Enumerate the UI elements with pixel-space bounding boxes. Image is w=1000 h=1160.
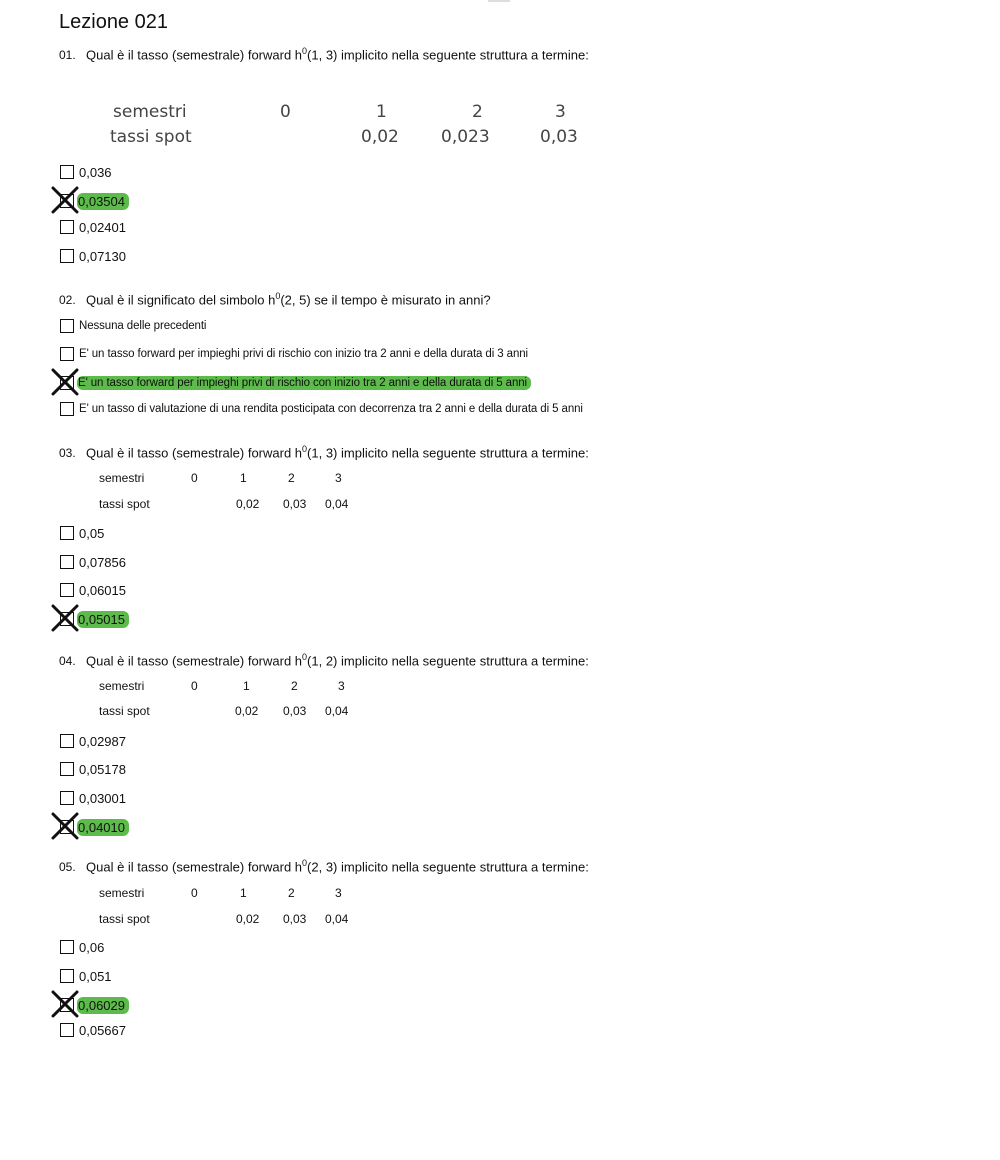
- checkbox[interactable]: [60, 791, 74, 805]
- answer-option[interactable]: [60, 788, 128, 808]
- question-4-text: 04. Qual è il tasso (semestrale) forward $h^0(1$, 2) implicito nella seguente struttura a termine:: [59, 652, 589, 669]
- checkbox[interactable]: [60, 583, 74, 597]
- option-label: 0,04010: [77, 819, 129, 836]
- option-label: E' un tasso forward per impieghi privi di rischio con inizio tra 2 anni e della durata di 3 anni: [79, 348, 529, 360]
- cross-mark-icon: [51, 186, 79, 214]
- answer-option[interactable]: [60, 995, 129, 1015]
- answer-option[interactable]: [60, 937, 106, 957]
- answer-option[interactable]: [60, 580, 128, 600]
- option-label: E' un tasso di valutazione di una rendita posticipata con decorrenza tra 2 anni e della durata di 5 anni: [79, 403, 583, 415]
- table-cell: 0: [280, 102, 291, 122]
- table-cell: 2: [288, 471, 295, 485]
- option-label: 0,05015: [77, 611, 129, 628]
- table-cell: tassi spot: [99, 704, 150, 718]
- answer-option[interactable]: [60, 759, 128, 779]
- table-cell: 1: [376, 102, 387, 122]
- answer-option[interactable]: [60, 316, 208, 336]
- answer-option[interactable]: [60, 246, 128, 266]
- checkbox[interactable]: [60, 526, 74, 540]
- table-cell: 3: [338, 679, 345, 693]
- table-cell: 0: [191, 679, 198, 693]
- option-label: 0,051: [79, 968, 112, 984]
- table-cell: 0,03: [283, 912, 307, 926]
- checkbox[interactable]: [60, 762, 74, 776]
- answer-option[interactable]: [60, 523, 106, 543]
- answer-option[interactable]: [60, 817, 129, 837]
- table-cell: 0,03: [283, 497, 307, 511]
- table-cell: semestri: [99, 679, 145, 693]
- table-cell: 1: [240, 886, 247, 900]
- table-cell: 0,02: [235, 704, 259, 718]
- checkbox[interactable]: [60, 376, 74, 390]
- option-label: 0,07130: [79, 248, 126, 264]
- question-number: 02.: [59, 293, 76, 308]
- checkbox[interactable]: [60, 734, 74, 748]
- checkbox[interactable]: [60, 998, 74, 1012]
- answer-option[interactable]: [60, 399, 585, 419]
- option-label: E' un tasso forward per impieghi privi di rischio con inizio tra 2 anni e della durata di 5 anni: [77, 376, 531, 390]
- table-cell: semestri: [99, 886, 145, 900]
- header-mark: [488, 0, 510, 2]
- option-label: 0,02401: [79, 219, 126, 235]
- table-cell: 0,02: [236, 912, 260, 926]
- checkbox[interactable]: [60, 820, 74, 834]
- option-label: 0,02987: [79, 733, 126, 749]
- checkbox[interactable]: [60, 165, 74, 179]
- table-cell: 3: [335, 886, 342, 900]
- checkbox[interactable]: [60, 402, 74, 416]
- question-3-text: 03. Qual è il tasso (semestrale) forward $h^0(1$, 3) implicito nella seguente struttura a termine:: [59, 444, 589, 461]
- table-cell: 0,04: [325, 912, 349, 926]
- option-label: 0,06029: [77, 997, 129, 1014]
- answer-option[interactable]: [60, 966, 114, 986]
- checkbox[interactable]: [60, 347, 74, 361]
- answer-option[interactable]: [60, 373, 531, 393]
- checkbox[interactable]: [60, 940, 74, 954]
- checkbox[interactable]: [60, 969, 74, 983]
- table-cell: 2: [472, 102, 483, 122]
- table-cell: 0: [191, 886, 198, 900]
- answer-option[interactable]: [60, 162, 114, 182]
- checkbox[interactable]: [60, 194, 74, 208]
- question-2-text: 02. Qual è il significato del simbolo $h^0(2$, 5) se il tempo è misurato in anni?: [59, 291, 491, 308]
- table-cell: 0: [191, 471, 198, 485]
- checkbox[interactable]: [60, 1023, 74, 1037]
- table-cell: 0,04: [325, 497, 349, 511]
- answer-option[interactable]: [60, 552, 128, 572]
- cross-mark-icon: [51, 812, 79, 840]
- table-cell: 0,023: [441, 127, 490, 147]
- option-label: 0,07856: [79, 554, 126, 570]
- option-label: 0,06: [79, 939, 105, 955]
- table-cell: 0,04: [325, 704, 349, 718]
- checkbox[interactable]: [60, 319, 74, 333]
- table-cell: semestri: [99, 471, 145, 485]
- cross-mark-icon: [51, 990, 79, 1018]
- table-cell: tassi spot: [110, 127, 192, 147]
- option-label: 0,03001: [79, 790, 126, 806]
- table-cell: 0,02: [361, 127, 399, 147]
- answer-option[interactable]: [60, 217, 128, 237]
- checkbox[interactable]: [60, 612, 74, 626]
- page-title: Lezione 021: [59, 11, 168, 33]
- checkbox[interactable]: [60, 220, 74, 234]
- table-cell: 0,02: [236, 497, 260, 511]
- question-1-text: 01. Qual è il tasso (semestrale) forward $h^0(1$, 3) implicito nella seguente struttura a termine:: [59, 46, 589, 63]
- checkbox[interactable]: [60, 249, 74, 263]
- answer-option[interactable]: [60, 191, 129, 211]
- table-cell: semestri: [113, 102, 187, 122]
- answer-option[interactable]: [60, 344, 530, 364]
- table-cell: 1: [240, 471, 247, 485]
- question-number: 01.: [59, 48, 76, 63]
- option-label: 0,036: [79, 164, 112, 180]
- table-cell: 0,03: [283, 704, 307, 718]
- option-label: Nessuna delle precedenti: [79, 320, 207, 332]
- checkbox[interactable]: [60, 555, 74, 569]
- table-cell: 0,03: [540, 127, 578, 147]
- question-number: 05.: [59, 860, 76, 875]
- table-cell: 2: [288, 886, 295, 900]
- question-number: 04.: [59, 654, 76, 669]
- table-cell: tassi spot: [99, 912, 150, 926]
- question-5-text: 05. Qual è il tasso (semestrale) forward $h^0(2$, 3) implicito nella seguente struttura a termine:: [59, 858, 589, 875]
- answer-option[interactable]: [60, 1020, 128, 1040]
- answer-option[interactable]: [60, 609, 129, 629]
- table-cell: 1: [243, 679, 250, 693]
- cross-mark-icon: [51, 368, 79, 396]
- table-cell: 3: [555, 102, 566, 122]
- table-cell: 3: [335, 471, 342, 485]
- table-cell: tassi spot: [99, 497, 150, 511]
- cross-mark-icon: [51, 604, 79, 632]
- option-label: 0,05667: [79, 1022, 126, 1038]
- question-number: 03.: [59, 446, 76, 461]
- option-label: 0,03504: [77, 193, 129, 210]
- option-label: 0,06015: [79, 582, 126, 598]
- option-label: 0,05: [79, 525, 105, 541]
- answer-option[interactable]: [60, 731, 128, 751]
- table-cell: 2: [291, 679, 298, 693]
- option-label: 0,05178: [79, 761, 126, 777]
